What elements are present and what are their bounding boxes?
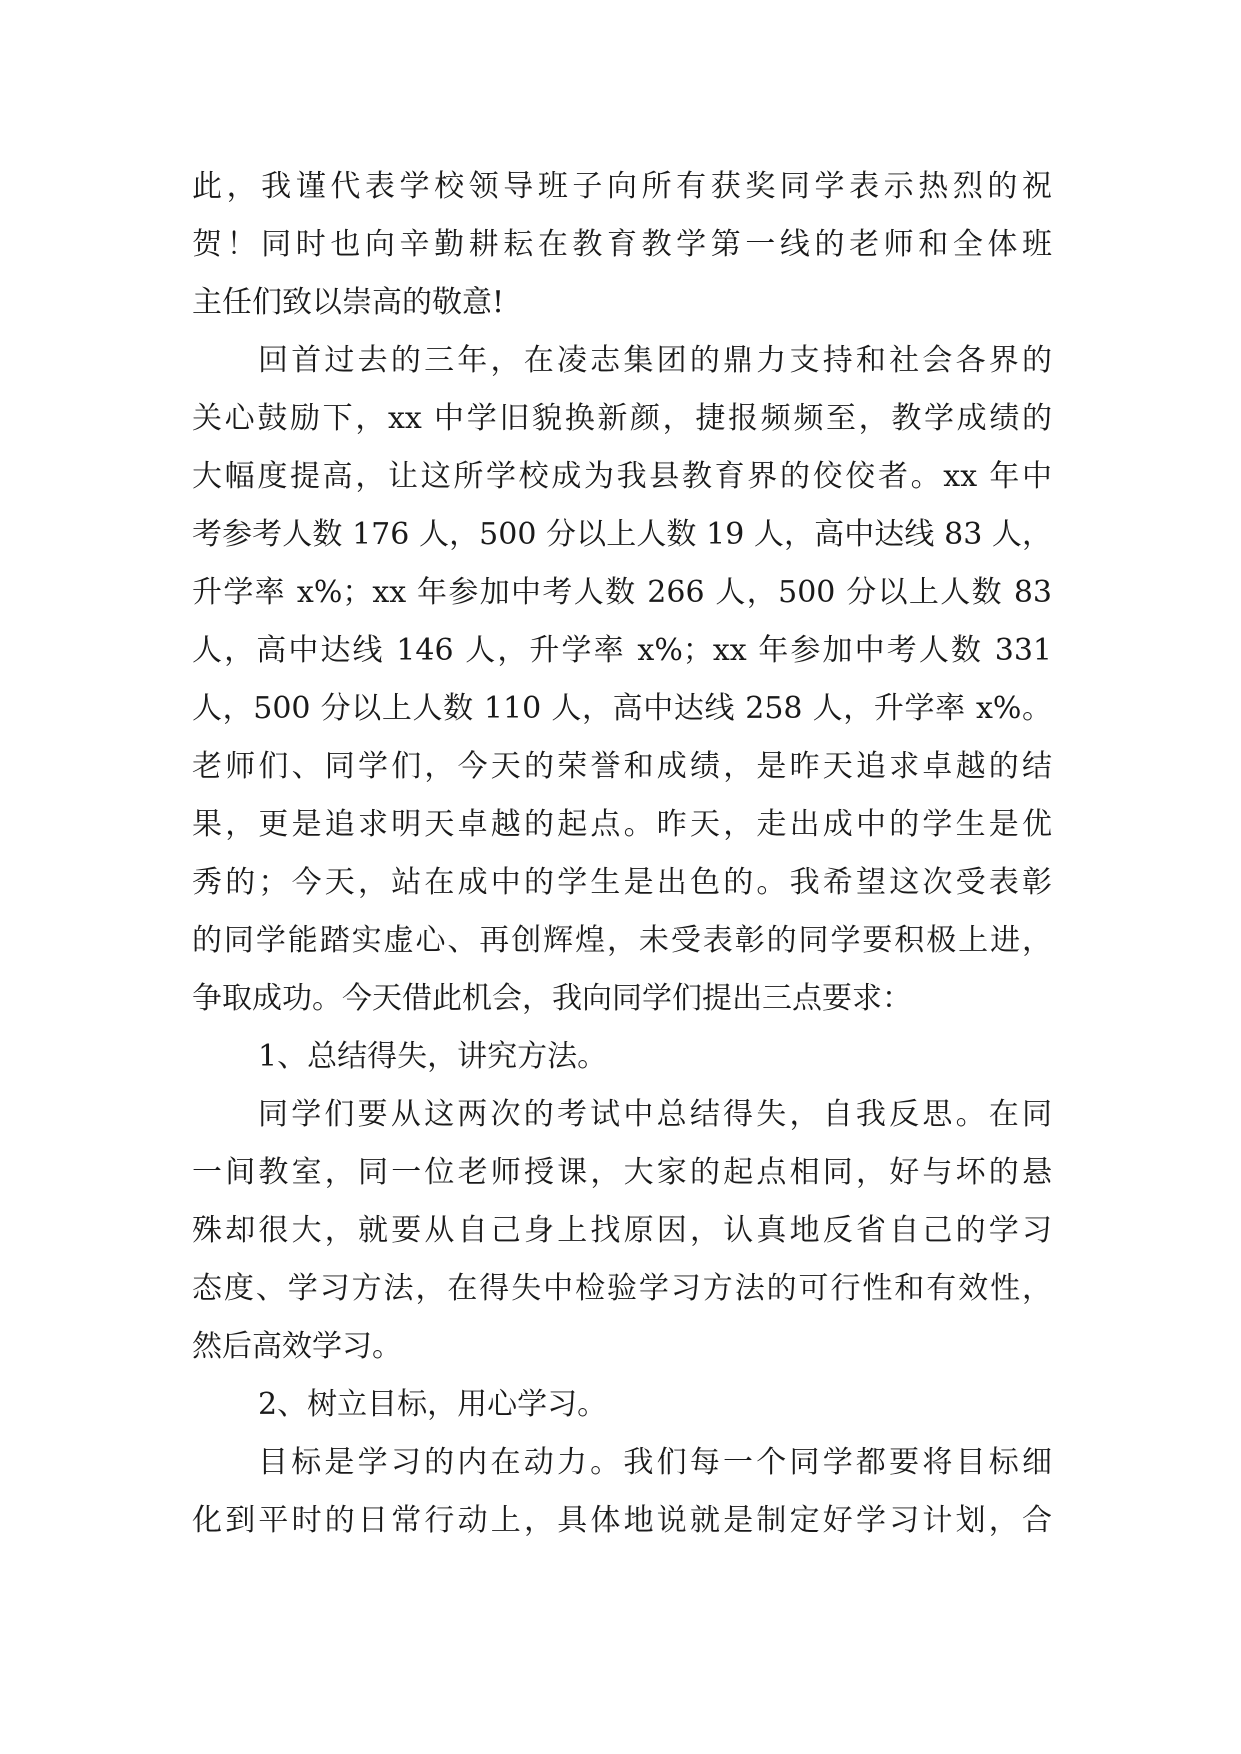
text-line: 主任们致以崇高的敬意! (192, 285, 505, 320)
text-line: 化到平时的日常行动上，具体地说就是制定好学习计划，合 (192, 1503, 1052, 1538)
text-line: 态度、学习方法，在得失中检验学习方法的可行性和有效性， (192, 1271, 1052, 1306)
text-line: 贺！同时也向辛勤耕耘在教育教学第一线的老师和全体班 (192, 227, 1052, 262)
text-line: 回首过去的三年，在凌志集团的鼎力支持和社会各界的 (258, 343, 1052, 378)
text-line: 争取成功。今天借此机会，我向同学们提出三点要求： (192, 981, 912, 1016)
text-line: 目标是学习的内在动力。我们每一个同学都要将目标细 (258, 1445, 1052, 1480)
text-line: 人，高中达线 146 人，升学率 x%；xx 年参加中考人数 331 (192, 633, 1052, 668)
text-line: 此，我谨代表学校领导班子向所有获奖同学表示热烈的祝 (192, 169, 1052, 204)
text-line: 一间教室，同一位老师授课，大家的起点相同，好与坏的悬 (192, 1155, 1052, 1190)
text-line: 然后高效学习。 (192, 1329, 402, 1364)
text-line: 殊却很大，就要从自己身上找原因，认真地反省自己的学习 (192, 1213, 1052, 1248)
text-line: 秀的；今天，站在成中的学生是出色的。我希望这次受表彰 (192, 865, 1052, 900)
text-line: 考参考人数 176 人，500 分以上人数 19 人，高中达线 83 人， (192, 517, 1052, 552)
text-line: 人，500 分以上人数 110 人，高中达线 258 人，升学率 x%。 (192, 691, 1052, 726)
text-line: 升学率 x%；xx 年参加中考人数 266 人，500 分以上人数 83 (192, 575, 1052, 610)
text-line: 老师们、同学们，今天的荣誉和成绩，是昨天追求卓越的结 (192, 749, 1052, 784)
text-line: 2、树立目标，用心学习。 (258, 1387, 608, 1422)
text-line: 果，更是追求明天卓越的起点。昨天，走出成中的学生是优 (192, 807, 1052, 842)
text-line: 大幅度提高，让这所学校成为我县教育界的佼佼者。xx 年中 (192, 459, 1052, 494)
text-line: 的同学能踏实虚心、再创辉煌，未受表彰的同学要积极上进， (192, 923, 1052, 958)
text-line: 1、总结得失，讲究方法。 (258, 1039, 608, 1074)
text-line: 关心鼓励下，xx 中学旧貌换新颜，捷报频频至，教学成绩的 (192, 401, 1052, 436)
text-line: 同学们要从这两次的考试中总结得失，自我反思。在同 (258, 1097, 1052, 1132)
document-body (192, 158, 1052, 1550)
